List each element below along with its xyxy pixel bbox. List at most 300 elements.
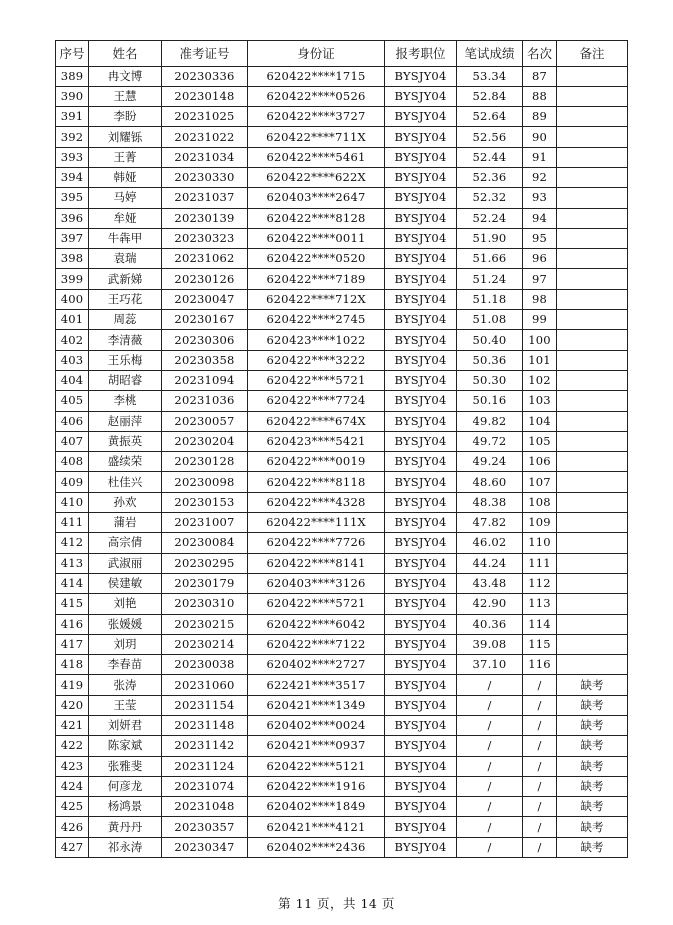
table-row — [56, 553, 628, 573]
cell-rank: 112 — [523, 573, 557, 593]
cell-id-card: 622421****3517 — [248, 675, 385, 695]
cell-rank: 93 — [523, 188, 557, 208]
cell-exam-id: 20231048 — [162, 797, 248, 817]
cell-seq: 424 — [56, 776, 89, 796]
cell-score: / — [457, 817, 523, 837]
cell-name: 祁永涛 — [89, 837, 162, 857]
cell-id-card: 620421****0937 — [248, 736, 385, 756]
table-row — [56, 472, 628, 492]
cell-rank: 101 — [523, 350, 557, 370]
cell-exam-id: 20231060 — [162, 675, 248, 695]
cell-seq: 401 — [56, 310, 89, 330]
cell-rank: / — [523, 817, 557, 837]
cell-name: 周蕊 — [89, 310, 162, 330]
cell-position: BYSJY04 — [385, 249, 457, 269]
table-row — [56, 573, 628, 593]
cell-exam-id: 20231007 — [162, 513, 248, 533]
cell-score: 47.82 — [457, 513, 523, 533]
cell-exam-id: 20231094 — [162, 370, 248, 390]
cell-id-card: 620421****1349 — [248, 695, 385, 715]
cell-exam-id: 20230128 — [162, 452, 248, 472]
cell-name: 李清薇 — [89, 330, 162, 350]
cell-position: BYSJY04 — [385, 675, 457, 695]
cell-score: 51.18 — [457, 289, 523, 309]
cell-remark — [557, 634, 628, 654]
cell-position: BYSJY04 — [385, 655, 457, 675]
cell-exam-id: 20230148 — [162, 86, 248, 106]
cell-score: 42.90 — [457, 594, 523, 614]
cell-seq: 398 — [56, 249, 89, 269]
cell-id-card: 620422****0011 — [248, 228, 385, 248]
cell-remark — [557, 147, 628, 167]
cell-position: BYSJY04 — [385, 269, 457, 289]
table-row — [56, 797, 628, 817]
cell-score: 52.84 — [457, 86, 523, 106]
cell-id-card: 620422****7724 — [248, 391, 385, 411]
header-remark: 备注 — [557, 41, 628, 67]
cell-name: 何彦龙 — [89, 776, 162, 796]
table-row — [56, 289, 628, 309]
cell-seq: 395 — [56, 188, 89, 208]
cell-name: 张雅斐 — [89, 756, 162, 776]
cell-seq: 414 — [56, 573, 89, 593]
cell-position: BYSJY04 — [385, 716, 457, 736]
cell-id-card: 620422****8141 — [248, 553, 385, 573]
table-row — [56, 86, 628, 106]
cell-seq: 403 — [56, 350, 89, 370]
header-position: 报考职位 — [385, 41, 457, 67]
cell-rank: 89 — [523, 107, 557, 127]
cell-name: 高宗倩 — [89, 533, 162, 553]
cell-score: 44.24 — [457, 553, 523, 573]
cell-rank: 92 — [523, 167, 557, 187]
cell-exam-id: 20230336 — [162, 66, 248, 86]
cell-seq: 422 — [56, 736, 89, 756]
cell-rank: 99 — [523, 310, 557, 330]
cell-score: 48.60 — [457, 472, 523, 492]
score-table — [55, 40, 628, 858]
cell-remark: 缺考 — [557, 675, 628, 695]
cell-name: 胡昭睿 — [89, 370, 162, 390]
cell-name: 牛犇甲 — [89, 228, 162, 248]
cell-seq: 416 — [56, 614, 89, 634]
cell-rank: 104 — [523, 411, 557, 431]
table-row — [56, 533, 628, 553]
cell-remark — [557, 655, 628, 675]
cell-rank: 91 — [523, 147, 557, 167]
table-row — [56, 330, 628, 350]
cell-position: BYSJY04 — [385, 776, 457, 796]
cell-score: 48.38 — [457, 492, 523, 512]
cell-exam-id: 20231036 — [162, 391, 248, 411]
cell-position: BYSJY04 — [385, 147, 457, 167]
cell-rank: / — [523, 675, 557, 695]
cell-score: / — [457, 756, 523, 776]
cell-position: BYSJY04 — [385, 594, 457, 614]
cell-seq: 404 — [56, 370, 89, 390]
cell-position: BYSJY04 — [385, 107, 457, 127]
cell-seq: 396 — [56, 208, 89, 228]
cell-name: 袁瑞 — [89, 249, 162, 269]
table-row — [56, 249, 628, 269]
cell-id-card: 620422****0019 — [248, 452, 385, 472]
cell-seq: 426 — [56, 817, 89, 837]
table-row — [56, 147, 628, 167]
cell-id-card: 620422****622X — [248, 167, 385, 187]
cell-remark — [557, 208, 628, 228]
cell-rank: 113 — [523, 594, 557, 614]
cell-exam-id: 20230358 — [162, 350, 248, 370]
cell-position: BYSJY04 — [385, 553, 457, 573]
cell-name: 王菁 — [89, 147, 162, 167]
cell-name: 杜佳兴 — [89, 472, 162, 492]
cell-remark — [557, 573, 628, 593]
cell-id-card: 620422****7726 — [248, 533, 385, 553]
cell-id-card: 620422****6042 — [248, 614, 385, 634]
header-name: 姓名 — [89, 41, 162, 67]
cell-name: 刘玥 — [89, 634, 162, 654]
cell-seq: 394 — [56, 167, 89, 187]
cell-id-card: 620422****5721 — [248, 594, 385, 614]
cell-rank: 106 — [523, 452, 557, 472]
cell-name: 张涛 — [89, 675, 162, 695]
cell-seq: 405 — [56, 391, 89, 411]
cell-score: 53.34 — [457, 66, 523, 86]
cell-name: 李春苗 — [89, 655, 162, 675]
cell-exam-id: 20230179 — [162, 573, 248, 593]
cell-seq: 390 — [56, 86, 89, 106]
cell-name: 刘耀铄 — [89, 127, 162, 147]
cell-remark — [557, 431, 628, 451]
cell-name: 蒲岩 — [89, 513, 162, 533]
cell-exam-id: 20230323 — [162, 228, 248, 248]
cell-id-card: 620423****1022 — [248, 330, 385, 350]
cell-id-card: 620422****5461 — [248, 147, 385, 167]
cell-position: BYSJY04 — [385, 208, 457, 228]
cell-position: BYSJY04 — [385, 817, 457, 837]
cell-exam-id: 20231037 — [162, 188, 248, 208]
cell-id-card: 620422****0520 — [248, 249, 385, 269]
cell-exam-id: 20231034 — [162, 147, 248, 167]
cell-id-card: 620422****0526 — [248, 86, 385, 106]
cell-id-card: 620422****674X — [248, 411, 385, 431]
cell-exam-id: 20230038 — [162, 655, 248, 675]
cell-remark — [557, 370, 628, 390]
table-header-row — [56, 41, 628, 67]
cell-position: BYSJY04 — [385, 695, 457, 715]
cell-rank: / — [523, 797, 557, 817]
cell-seq: 419 — [56, 675, 89, 695]
cell-seq: 391 — [56, 107, 89, 127]
cell-score: 50.36 — [457, 350, 523, 370]
header-rank: 名次 — [523, 41, 557, 67]
cell-remark: 缺考 — [557, 797, 628, 817]
cell-remark — [557, 167, 628, 187]
cell-remark — [557, 472, 628, 492]
cell-position: BYSJY04 — [385, 573, 457, 593]
cell-exam-id: 20231142 — [162, 736, 248, 756]
cell-seq: 410 — [56, 492, 89, 512]
cell-position: BYSJY04 — [385, 330, 457, 350]
cell-name: 韩娅 — [89, 167, 162, 187]
cell-rank: 90 — [523, 127, 557, 147]
cell-rank: 105 — [523, 431, 557, 451]
cell-position: BYSJY04 — [385, 411, 457, 431]
table-row — [56, 208, 628, 228]
table-row — [56, 370, 628, 390]
cell-position: BYSJY04 — [385, 452, 457, 472]
cell-position: BYSJY04 — [385, 492, 457, 512]
cell-name: 冉文博 — [89, 66, 162, 86]
cell-remark: 缺考 — [557, 716, 628, 736]
cell-exam-id: 20231124 — [162, 756, 248, 776]
cell-seq: 409 — [56, 472, 89, 492]
table-row — [56, 675, 628, 695]
cell-id-card: 620402****1849 — [248, 797, 385, 817]
cell-seq: 389 — [56, 66, 89, 86]
cell-rank: 116 — [523, 655, 557, 675]
cell-remark — [557, 533, 628, 553]
table-row — [56, 391, 628, 411]
cell-position: BYSJY04 — [385, 837, 457, 857]
cell-rank: / — [523, 716, 557, 736]
cell-name: 刘艳 — [89, 594, 162, 614]
cell-remark: 缺考 — [557, 756, 628, 776]
cell-exam-id: 20231022 — [162, 127, 248, 147]
cell-id-card: 620422****8128 — [248, 208, 385, 228]
cell-score: 51.24 — [457, 269, 523, 289]
cell-remark — [557, 66, 628, 86]
cell-remark — [557, 289, 628, 309]
cell-exam-id: 20231154 — [162, 695, 248, 715]
cell-rank: 94 — [523, 208, 557, 228]
cell-name: 盛续荣 — [89, 452, 162, 472]
cell-position: BYSJY04 — [385, 350, 457, 370]
cell-seq: 397 — [56, 228, 89, 248]
table-row — [56, 736, 628, 756]
cell-score: 39.08 — [457, 634, 523, 654]
table-row — [56, 513, 628, 533]
cell-position: BYSJY04 — [385, 228, 457, 248]
cell-id-card: 620422****1715 — [248, 66, 385, 86]
table-row — [56, 228, 628, 248]
cell-score: 49.72 — [457, 431, 523, 451]
table-row — [56, 614, 628, 634]
cell-exam-id: 20230295 — [162, 553, 248, 573]
cell-position: BYSJY04 — [385, 797, 457, 817]
table-row — [56, 431, 628, 451]
cell-name: 牟娅 — [89, 208, 162, 228]
cell-remark — [557, 86, 628, 106]
cell-exam-id: 20231025 — [162, 107, 248, 127]
cell-rank: / — [523, 776, 557, 796]
cell-score: / — [457, 837, 523, 857]
cell-id-card: 620403****3126 — [248, 573, 385, 593]
cell-id-card: 620422****7122 — [248, 634, 385, 654]
cell-rank: 103 — [523, 391, 557, 411]
cell-rank: 114 — [523, 614, 557, 634]
cell-remark: 缺考 — [557, 837, 628, 857]
cell-exam-id: 20230330 — [162, 167, 248, 187]
cell-name: 李盼 — [89, 107, 162, 127]
cell-remark — [557, 228, 628, 248]
cell-remark — [557, 411, 628, 431]
cell-exam-id: 20231074 — [162, 776, 248, 796]
cell-score: 49.82 — [457, 411, 523, 431]
cell-position: BYSJY04 — [385, 472, 457, 492]
cell-remark: 缺考 — [557, 776, 628, 796]
table-row — [56, 66, 628, 86]
cell-id-card: 620422****111X — [248, 513, 385, 533]
header-seq: 序号 — [56, 41, 89, 67]
cell-seq: 420 — [56, 695, 89, 715]
cell-name: 黄振英 — [89, 431, 162, 451]
cell-id-card: 620421****4121 — [248, 817, 385, 837]
cell-rank: 97 — [523, 269, 557, 289]
page-footer: 第 11 页，共 14 页 — [278, 896, 395, 911]
cell-id-card: 620422****5121 — [248, 756, 385, 776]
cell-id-card: 620422****7189 — [248, 269, 385, 289]
cell-seq: 399 — [56, 269, 89, 289]
cell-id-card: 620422****711X — [248, 127, 385, 147]
cell-remark: 缺考 — [557, 736, 628, 756]
cell-rank: 100 — [523, 330, 557, 350]
cell-id-card: 620422****5721 — [248, 370, 385, 390]
cell-exam-id: 20230310 — [162, 594, 248, 614]
cell-name: 武新娣 — [89, 269, 162, 289]
table-row — [56, 350, 628, 370]
cell-remark: 缺考 — [557, 695, 628, 715]
cell-name: 武淑丽 — [89, 553, 162, 573]
cell-name: 马婷 — [89, 188, 162, 208]
cell-score: 49.24 — [457, 452, 523, 472]
table-row — [56, 167, 628, 187]
cell-exam-id: 20230126 — [162, 269, 248, 289]
cell-score: 52.32 — [457, 188, 523, 208]
cell-exam-id: 20230214 — [162, 634, 248, 654]
cell-seq: 400 — [56, 289, 89, 309]
cell-exam-id: 20230204 — [162, 431, 248, 451]
cell-id-card: 620402****2727 — [248, 655, 385, 675]
cell-rank: 107 — [523, 472, 557, 492]
cell-rank: / — [523, 695, 557, 715]
table-row — [56, 776, 628, 796]
cell-exam-id: 20230047 — [162, 289, 248, 309]
cell-id-card: 620422****3727 — [248, 107, 385, 127]
cell-score: / — [457, 716, 523, 736]
cell-name: 王乐梅 — [89, 350, 162, 370]
cell-remark — [557, 188, 628, 208]
cell-seq: 392 — [56, 127, 89, 147]
cell-rank: 102 — [523, 370, 557, 390]
cell-id-card: 620422****1916 — [248, 776, 385, 796]
cell-remark — [557, 391, 628, 411]
cell-exam-id: 20230098 — [162, 472, 248, 492]
cell-id-card: 620422****2745 — [248, 310, 385, 330]
table-row — [56, 269, 628, 289]
table-row — [56, 817, 628, 837]
cell-score: 40.36 — [457, 614, 523, 634]
header-exam-id: 准考证号 — [162, 41, 248, 67]
table-row — [56, 655, 628, 675]
cell-seq: 408 — [56, 452, 89, 472]
cell-rank: 109 — [523, 513, 557, 533]
cell-name: 杨鸿景 — [89, 797, 162, 817]
cell-seq: 413 — [56, 553, 89, 573]
cell-seq: 417 — [56, 634, 89, 654]
cell-remark — [557, 513, 628, 533]
cell-rank: 95 — [523, 228, 557, 248]
cell-seq: 411 — [56, 513, 89, 533]
cell-remark — [557, 249, 628, 269]
cell-remark — [557, 350, 628, 370]
cell-position: BYSJY04 — [385, 391, 457, 411]
cell-name: 黄丹丹 — [89, 817, 162, 837]
cell-exam-id: 20230347 — [162, 837, 248, 857]
cell-score: 50.30 — [457, 370, 523, 390]
cell-name: 张媛媛 — [89, 614, 162, 634]
cell-position: BYSJY04 — [385, 634, 457, 654]
table-row — [56, 411, 628, 431]
header-score: 笔试成绩 — [457, 41, 523, 67]
cell-id-card: 620422****8118 — [248, 472, 385, 492]
cell-seq: 393 — [56, 147, 89, 167]
cell-seq: 427 — [56, 837, 89, 857]
table-row — [56, 837, 628, 857]
table-row — [56, 452, 628, 472]
cell-id-card: 620422****4328 — [248, 492, 385, 512]
cell-score: 50.40 — [457, 330, 523, 350]
cell-position: BYSJY04 — [385, 127, 457, 147]
cell-rank: 115 — [523, 634, 557, 654]
cell-exam-id: 20230139 — [162, 208, 248, 228]
cell-position: BYSJY04 — [385, 431, 457, 451]
cell-rank: 110 — [523, 533, 557, 553]
cell-name: 王巧花 — [89, 289, 162, 309]
cell-exam-id: 20230167 — [162, 310, 248, 330]
cell-seq: 406 — [56, 411, 89, 431]
table-row — [56, 188, 628, 208]
table-row — [56, 716, 628, 736]
cell-score: 43.48 — [457, 573, 523, 593]
cell-id-card: 620402****0024 — [248, 716, 385, 736]
cell-name: 侯建敏 — [89, 573, 162, 593]
cell-remark — [557, 127, 628, 147]
cell-rank: 111 — [523, 553, 557, 573]
cell-score: 52.44 — [457, 147, 523, 167]
cell-position: BYSJY04 — [385, 614, 457, 634]
cell-exam-id: 20230084 — [162, 533, 248, 553]
cell-position: BYSJY04 — [385, 513, 457, 533]
cell-score: 46.02 — [457, 533, 523, 553]
cell-exam-id: 20230153 — [162, 492, 248, 512]
table-row — [56, 492, 628, 512]
cell-remark — [557, 452, 628, 472]
cell-remark — [557, 492, 628, 512]
cell-position: BYSJY04 — [385, 188, 457, 208]
cell-rank: / — [523, 756, 557, 776]
cell-remark — [557, 330, 628, 350]
cell-seq: 415 — [56, 594, 89, 614]
cell-score: / — [457, 736, 523, 756]
cell-rank: 88 — [523, 86, 557, 106]
cell-rank: 108 — [523, 492, 557, 512]
cell-id-card: 620423****5421 — [248, 431, 385, 451]
cell-remark — [557, 107, 628, 127]
cell-remark: 缺考 — [557, 817, 628, 837]
table-body — [56, 66, 628, 858]
cell-name: 王慧 — [89, 86, 162, 106]
